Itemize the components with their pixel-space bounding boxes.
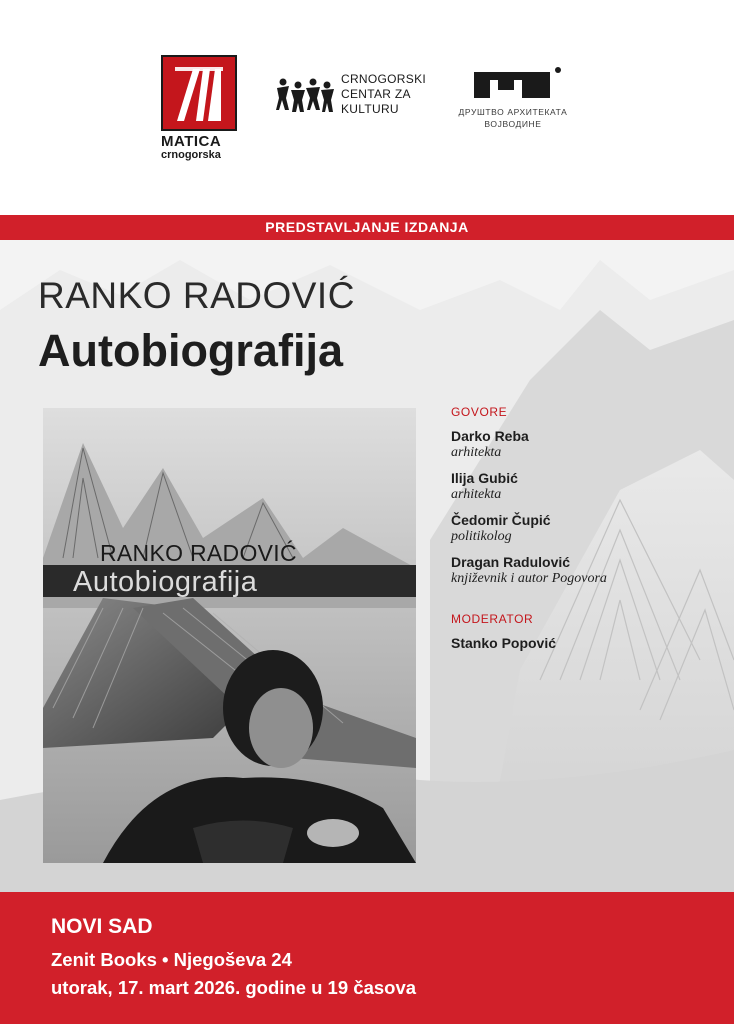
speaker-name: Čedomir Čupić — [451, 512, 551, 528]
speaker-role: politikolog — [451, 529, 512, 544]
ccc-line-1: CRNOGORSKI — [341, 72, 427, 86]
ccc-line-2: CENTAR ZA — [341, 87, 411, 101]
speakers-label: GOVORE — [451, 405, 508, 419]
moderator-label: MODERATOR — [451, 612, 534, 626]
header — [0, 0, 734, 215]
ccc-logo-text — [341, 72, 426, 117]
matica-logo-name: MATICA — [161, 133, 222, 150]
event-type-banner: PREDSTAVLJANJE IZDANJA — [0, 215, 734, 240]
speaker-name: Dragan Radulović — [451, 554, 571, 570]
moderator-name: Stanko Popović — [451, 635, 557, 651]
crnogorski-centar-logo — [275, 72, 435, 122]
drustvo-arhitekata-logo — [452, 66, 582, 136]
speaker-role: arhitekta — [451, 445, 502, 460]
event-book-title: Autobiografija — [38, 325, 343, 376]
event-author: RANKO RADOVIĆ — [38, 275, 355, 316]
matica-crnogorska-logo — [161, 55, 237, 165]
matica-logo-sub: crnogorska — [161, 149, 221, 161]
cover-title: Autobiografija — [73, 566, 258, 598]
matica-m-icon — [163, 57, 235, 129]
event-date: utorak, 17. mart 2026. godine u 19 časova — [51, 977, 417, 998]
event-venue: Zenit Books • Njegoševa 24 — [51, 949, 292, 970]
event-city: NOVI SAD — [51, 915, 153, 938]
matica-logo-mark — [161, 55, 237, 131]
speaker-role: književnik i autor Pogovora — [451, 571, 607, 586]
ccc-line-3: KULTURU — [341, 102, 399, 116]
dav-line-1: ДРУШТВО АРХИТЕКАТА — [458, 107, 568, 117]
dav-logo-text — [452, 106, 574, 130]
speaker-name: Ilija Gubić — [451, 470, 518, 486]
book-cover — [43, 408, 416, 863]
event-footer — [0, 892, 734, 1024]
speakers-list — [451, 404, 731, 652]
dav-logo-mark-icon — [472, 66, 564, 102]
cover-author: RANKO RADOVIĆ — [100, 540, 297, 566]
dancing-figures-icon — [275, 76, 335, 116]
speaker-name: Darko Reba — [451, 428, 529, 444]
dav-line-2: ВОЈВОДИНЕ — [484, 119, 542, 129]
cover-photo-icon — [43, 408, 416, 863]
speaker-role: arhitekta — [451, 487, 502, 502]
